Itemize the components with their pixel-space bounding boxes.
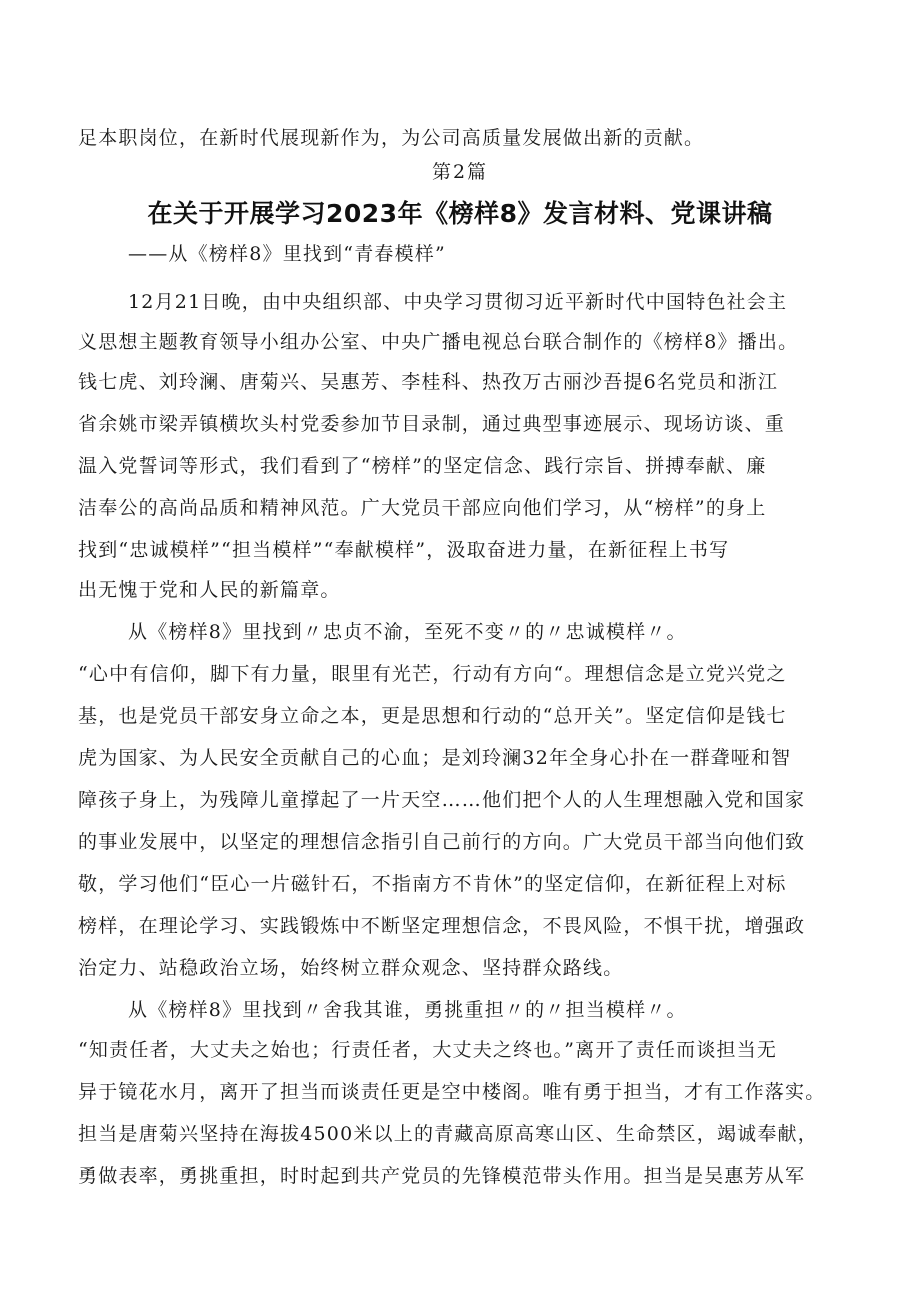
section-label: 第2篇 bbox=[431, 161, 489, 183]
paragraph-line: 担当是唐菊兴坚持在海拔4500米以上的青藏高原高寒山区、生命禁区，竭诚奉献， bbox=[78, 1123, 818, 1145]
document-subtitle: ——从《榜样8》里找到“青春模样” bbox=[128, 243, 446, 265]
paragraph-line: 找到“忠诚模样”“担当模样”“奉献模样”，汲取奋进力量，在新征程上书写 bbox=[78, 539, 730, 561]
paragraph-line: 12月21日晚，由中央组织部、中央学习贯彻习近平新时代中国特色社会主 bbox=[128, 291, 788, 313]
paragraph-line: “心中有信仰，脚下有力量，眼里有光芒，行动有方向“。理想信念是立党兴党之 bbox=[78, 663, 787, 685]
paragraph-line: 出无愧于党和人民的新篇章。 bbox=[78, 579, 341, 601]
paragraph-line: 榜样，在理论学习、实践锻炼中不断坚定理想信念，不畏风险，不惧干扰，增强政 bbox=[78, 915, 806, 937]
paragraph-line: 的事业发展中，以坚定的理想信念指引自己前行的方向。广大党员干部当向他们致 bbox=[78, 831, 806, 853]
paragraph-line: 义思想主题教育领导小组办公室、中央广播电视总台联合制作的《榜样8》播出。 bbox=[78, 331, 799, 353]
paragraph-line: 敬，学习他们“臣心一片磁针石，不指南方不肯休”的坚定信仰，在新征程上对标 bbox=[78, 873, 787, 895]
paragraph-line: 温入党誓词等形式，我们看到了“榜样”的坚定信念、践行宗旨、拼搏奉献、廉 bbox=[78, 455, 767, 477]
intro-tail-line: 足本职岗位，在新时代展现新作为，为公司高质量发展做出新的贡献。 bbox=[78, 127, 705, 149]
paragraph-line: 勇做表率，勇挑重担，时时起到共产党员的先锋模范带头作用。担当是吴惠芳从军 bbox=[78, 1165, 806, 1187]
section-heading-1: 从《榜样8》里找到〃忠贞不渝，至死不变〃的〃忠诚模样〃。 bbox=[128, 621, 687, 643]
paragraph-line: “知责任者，大丈夫之始也；行责任者，大丈夫之终也。”离开了责任而谈担当无 bbox=[78, 1039, 778, 1061]
paragraph-line: 基，也是党员干部安身立命之本，更是思想和行动的“总开关”。坚定信仰是钱七 bbox=[78, 705, 787, 727]
paragraph-line: 省余姚市梁弄镇横坎头村党委参加节目录制，通过典型事迹展示、现场访谈、重 bbox=[78, 413, 786, 435]
paragraph-line: 治定力、站稳政治立场，始终树立群众观念、坚持群众路线。 bbox=[78, 957, 624, 979]
paragraph-line: 洁奉公的高尚品质和精神风范。广大党员干部应向他们学习，从“榜样”的身上 bbox=[78, 497, 767, 519]
paragraph-line: 钱七虎、刘玲澜、唐菊兴、吴惠芳、李桂科、热孜万古丽沙吾提6名党员和浙江 bbox=[78, 371, 779, 393]
paragraph-line: 障孩子身上，为残障儿童撑起了一片天空……他们把个人的人生理想融入党和国家 bbox=[78, 789, 806, 811]
section-heading-2: 从《榜样8》里找到〃舍我其谁，勇挑重担〃的〃担当模样〃。 bbox=[128, 999, 687, 1021]
paragraph-line: 异于镜花水月，离开了担当而谈责任更是空中楼阁。唯有勇于担当，才有工作落实。 bbox=[78, 1081, 826, 1103]
paragraph-line: 虎为国家、为人民安全贡献自己的心血；是刘玲澜32年全身心扑在一群聋哑和智 bbox=[78, 747, 792, 769]
document-title: 在关于开展学习2023年《榜样8》发言材料、党课讲稿 bbox=[147, 199, 773, 228]
